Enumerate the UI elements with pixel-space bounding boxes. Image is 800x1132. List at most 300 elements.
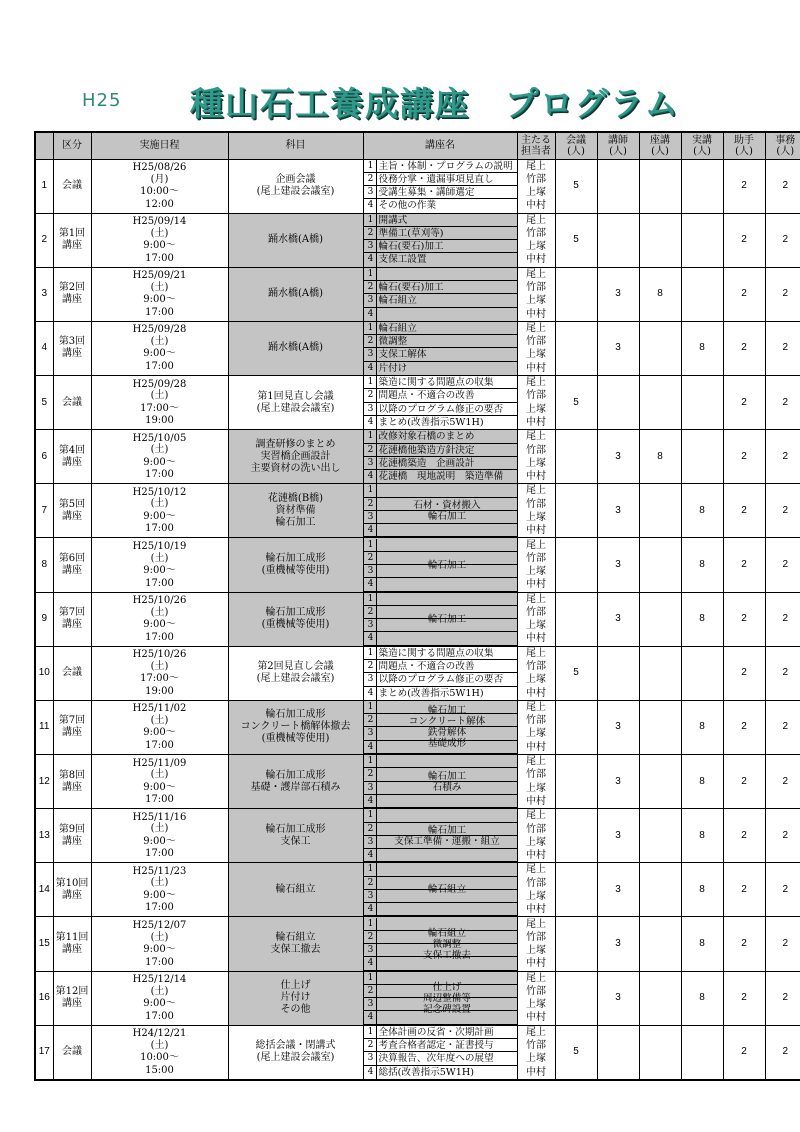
table-row — [35, 376, 800, 430]
course-line — [364, 322, 517, 335]
course-line-number: 4 — [367, 958, 374, 969]
row-subject: 輪石組立 — [228, 863, 363, 917]
end-time: 17:00 — [145, 577, 174, 589]
course-line-number: 1 — [367, 160, 374, 171]
row-staff — [517, 159, 555, 213]
staff-name: 尾上 — [526, 268, 546, 280]
staff-name: 上塚 — [526, 457, 546, 469]
staff-name: 上塚 — [526, 620, 546, 632]
start-time: 9:00〜 — [143, 240, 176, 252]
course-item: 花漣橋他築造方針決定 — [378, 444, 475, 456]
office-count: 2 — [765, 646, 800, 700]
row-date — [91, 430, 228, 484]
start-time: 9:00〜 — [143, 727, 176, 739]
header-meeting-text: 会議 (人) — [566, 134, 586, 157]
row-number: 6 — [35, 430, 53, 484]
course-item: 輪石(要石)加工 — [378, 241, 444, 253]
course-line-number: 1 — [367, 377, 374, 388]
staff-name: 尾上 — [526, 756, 546, 768]
lecturer-count — [597, 646, 639, 700]
course-line-number: 4 — [367, 795, 374, 806]
course-content: 輪石加工 コンクリート解体 鉄骨解体 基礎成形 — [408, 705, 486, 750]
seat-count — [639, 971, 681, 1025]
course-item: 改修対象石橋のまとめ — [378, 431, 475, 443]
weekday-text: (土) — [150, 606, 169, 618]
table-row — [35, 159, 800, 213]
office-count: 2 — [765, 755, 800, 809]
staff-name: 竹部 — [526, 390, 546, 402]
date-text: H24/12/21 — [132, 1028, 187, 1040]
course-item: まとめ(改善指示5W1H) — [378, 687, 484, 699]
course-line-number: 1 — [367, 322, 374, 333]
staff-name: 中村 — [526, 633, 546, 645]
date-text: H25/10/26 — [132, 595, 187, 607]
course-item: 以降のプログラム修正の要否 — [378, 403, 504, 415]
row-course — [363, 755, 517, 809]
lecturer-count: 3 — [597, 755, 639, 809]
office-count: 2 — [765, 863, 800, 917]
course-line-number: 2 — [367, 1040, 374, 1051]
row-staff — [517, 700, 555, 754]
assistant-count: 2 — [723, 321, 765, 375]
end-time: 17:00 — [145, 252, 174, 264]
staff-name: 竹部 — [526, 661, 546, 673]
end-time: 17:00 — [145, 848, 174, 860]
staff-name: 竹部 — [526, 498, 546, 510]
office-count: 2 — [765, 267, 800, 321]
practice-count — [681, 1025, 723, 1080]
meeting-count — [555, 430, 597, 484]
staff-name: 上塚 — [526, 890, 546, 902]
row-staff — [517, 1025, 555, 1080]
row-staff — [517, 376, 555, 430]
course-line-number: 3 — [367, 295, 374, 306]
course-line-number: 4 — [367, 850, 374, 860]
row-course — [363, 484, 517, 538]
course-line-number: 2 — [367, 173, 374, 184]
assistant-count: 2 — [723, 755, 765, 809]
row-subject: 企画会議 (尾上建設会議室) — [228, 159, 363, 213]
office-count: 2 — [765, 321, 800, 375]
row-number: 16 — [35, 971, 53, 1025]
header-lecturer-text: 講師 (人) — [608, 134, 628, 157]
seat-count — [639, 809, 681, 863]
course-item: 考査合格者認定・証書授与 — [378, 1040, 494, 1052]
practice-count — [681, 213, 723, 267]
course-line — [364, 1026, 517, 1039]
assistant-count: 2 — [723, 917, 765, 971]
seat-count — [639, 538, 681, 592]
course-item: 以降のプログラム修正の要否 — [378, 674, 504, 686]
row-course — [363, 376, 517, 430]
staff-name: 上塚 — [526, 566, 546, 578]
staff-name: 尾上 — [526, 864, 546, 876]
course-item: 準備工(草刈等) — [378, 227, 444, 239]
header-seat-text: 座講 (人) — [650, 134, 670, 157]
staff-name: 竹部 — [526, 173, 546, 185]
seat-count — [639, 592, 681, 646]
seat-count — [639, 1025, 681, 1080]
weekday-text: (土) — [150, 444, 169, 456]
date-text: H25/08/26 — [132, 162, 187, 174]
lecturer-count: 3 — [597, 430, 639, 484]
staff-name: 中村 — [526, 254, 546, 266]
meeting-count — [555, 321, 597, 375]
staff-name: 尾上 — [526, 539, 546, 551]
meeting-count — [555, 917, 597, 971]
row-kubun: 第11回 講座 — [53, 917, 91, 971]
staff-name: 竹部 — [526, 227, 546, 239]
course-item: 輪石組立 — [378, 295, 417, 307]
table-row — [35, 971, 800, 1025]
row-course — [363, 971, 517, 1025]
course-line-number: 3 — [367, 620, 374, 631]
assistant-count: 2 — [723, 159, 765, 213]
date-text: H25/10/26 — [132, 649, 187, 661]
assistant-count: 2 — [723, 809, 765, 863]
staff-name: 竹部 — [526, 444, 546, 456]
row-date — [91, 863, 228, 917]
practice-count: 8 — [681, 863, 723, 917]
row-kubun: 第4回 講座 — [53, 430, 91, 484]
staff-name: 上塚 — [526, 836, 546, 848]
row-staff — [517, 755, 555, 809]
practice-count — [681, 646, 723, 700]
row-number: 13 — [35, 809, 53, 863]
lecturer-count: 3 — [597, 863, 639, 917]
course-line — [364, 253, 517, 266]
header-person — [517, 132, 555, 159]
staff-name: 中村 — [526, 579, 546, 591]
staff-name: 中村 — [526, 741, 546, 753]
staff-name: 上塚 — [526, 1053, 546, 1065]
row-kubun: 第12回 講座 — [53, 971, 91, 1025]
staff-name: 尾上 — [526, 377, 546, 389]
meeting-count — [555, 809, 597, 863]
start-time: 10:00〜 — [140, 1052, 179, 1064]
course-line — [364, 470, 517, 483]
end-time: 19:00 — [145, 685, 174, 697]
course-line — [364, 416, 517, 429]
practice-count: 8 — [681, 700, 723, 754]
row-date — [91, 376, 228, 430]
course-line — [364, 227, 517, 240]
program-table — [34, 131, 800, 1081]
staff-name: 尾上 — [526, 485, 546, 497]
start-time: 9:00〜 — [143, 781, 176, 793]
lecturer-count: 3 — [597, 538, 639, 592]
row-staff — [517, 213, 555, 267]
row-date — [91, 321, 228, 375]
row-date — [91, 917, 228, 971]
staff-name: 上塚 — [526, 403, 546, 415]
staff-name: 尾上 — [526, 160, 546, 172]
course-line-number: 3 — [367, 890, 374, 901]
course-line-number: 1 — [367, 647, 374, 658]
course-item: 主旨・体制・プログラムの説明 — [378, 160, 513, 172]
staff-name: 竹部 — [526, 877, 546, 889]
weekday-text: (土) — [150, 660, 169, 672]
row-subject: 調査研修のまとめ 実習橋企画設計 主要資材の洗い出し — [228, 430, 363, 484]
course-line-number: 3 — [367, 511, 374, 522]
course-item: 微調整 — [378, 336, 408, 348]
staff-name: 竹部 — [526, 715, 546, 727]
meeting-count — [555, 592, 597, 646]
start-time: 9:00〜 — [143, 348, 176, 360]
meeting-count: 5 — [555, 376, 597, 430]
start-time: 9:00〜 — [143, 619, 176, 631]
course-line — [364, 160, 517, 173]
course-line-number: 4 — [367, 687, 374, 698]
seat-count — [639, 321, 681, 375]
course-line — [364, 389, 517, 402]
course-line-number: 4 — [367, 525, 374, 536]
row-staff — [517, 809, 555, 863]
course-line-number: 3 — [367, 457, 374, 468]
row-kubun: 第5回 講座 — [53, 484, 91, 538]
row-subject: 踊水橋(A橋) — [228, 321, 363, 375]
table-row — [35, 430, 800, 484]
row-course — [363, 917, 517, 971]
staff-name: 尾上 — [526, 322, 546, 334]
course-line-number: 2 — [367, 282, 374, 293]
end-time: 17:00 — [145, 1010, 174, 1022]
table-row — [35, 321, 800, 375]
lecturer-count — [597, 376, 639, 430]
assistant-count: 2 — [723, 538, 765, 592]
end-time: 17:00 — [145, 360, 174, 372]
office-count: 2 — [765, 213, 800, 267]
start-time: 9:00〜 — [143, 944, 176, 956]
lecturer-count: 3 — [597, 917, 639, 971]
row-number: 8 — [35, 538, 53, 592]
row-course — [363, 267, 517, 321]
row-staff — [517, 484, 555, 538]
lecturer-count: 3 — [597, 971, 639, 1025]
staff-name: 尾上 — [526, 593, 546, 605]
staff-name: 尾上 — [526, 972, 546, 984]
staff-name: 竹部 — [526, 931, 546, 943]
row-course — [363, 213, 517, 267]
staff-name: 中村 — [526, 1012, 546, 1024]
weekday-text: (土) — [150, 769, 169, 781]
assistant-count: 2 — [723, 863, 765, 917]
date-text: H25/11/09 — [132, 757, 187, 769]
meeting-count — [555, 267, 597, 321]
seat-count — [639, 755, 681, 809]
assistant-count: 2 — [723, 267, 765, 321]
office-count: 2 — [765, 700, 800, 754]
row-number: 1 — [35, 159, 53, 213]
end-time: 17:00 — [145, 469, 174, 481]
row-course — [363, 646, 517, 700]
row-number: 14 — [35, 863, 53, 917]
staff-name: 中村 — [526, 416, 546, 428]
course-line — [364, 444, 517, 457]
course-line-number: 3 — [367, 674, 374, 685]
practice-count: 8 — [681, 917, 723, 971]
row-number: 4 — [35, 321, 53, 375]
start-time: 10:00〜 — [140, 186, 179, 198]
course-line-number: 2 — [367, 498, 374, 509]
seat-count — [639, 700, 681, 754]
date-text: H25/12/07 — [132, 920, 187, 932]
course-line-number: 1 — [367, 593, 374, 604]
course-line-number: 4 — [367, 362, 374, 373]
row-number: 9 — [35, 592, 53, 646]
course-item: 問題点・不適合の改善 — [378, 661, 475, 673]
course-line-number: 1 — [367, 1026, 374, 1037]
course-line-number: 1 — [367, 485, 374, 496]
row-subject: 輪石加工成形 コンクリート橋解体撤去 (重機械等使用) — [228, 700, 363, 754]
row-staff — [517, 971, 555, 1025]
course-content: 石材・資材搬入 輪石加工 — [413, 499, 481, 522]
row-number: 3 — [35, 267, 53, 321]
lecturer-count: 3 — [597, 809, 639, 863]
staff-name: 中村 — [526, 471, 546, 483]
seat-count — [639, 376, 681, 430]
end-time: 17:00 — [145, 306, 174, 318]
course-item: 全体計画の反省・次期計画 — [378, 1026, 494, 1038]
staff-name: 中村 — [526, 1066, 546, 1078]
row-course — [363, 321, 517, 375]
lecturer-count: 3 — [597, 321, 639, 375]
end-time: 12:00 — [145, 198, 174, 210]
practice-count — [681, 376, 723, 430]
header-seat — [639, 132, 681, 159]
staff-name: 竹部 — [526, 985, 546, 997]
row-subject: 総括会議・閉講式 (尾上建設会議室) — [228, 1025, 363, 1080]
course-line-number: 2 — [367, 390, 374, 401]
practice-count: 8 — [681, 971, 723, 1025]
date-text: H25/10/19 — [132, 541, 187, 553]
course-line — [364, 1039, 517, 1052]
course-item: 花漣橋築造 企画設計 — [378, 457, 475, 469]
staff-name: 竹部 — [526, 769, 546, 781]
course-content: 輪石加工 — [427, 559, 467, 571]
course-line-number: 1 — [367, 214, 374, 225]
row-number: 7 — [35, 484, 53, 538]
row-date — [91, 809, 228, 863]
table-row — [35, 484, 800, 538]
date-text: H25/10/05 — [132, 432, 187, 444]
course-item: 問題点・不適合の改善 — [378, 390, 475, 402]
practice-count: 8 — [681, 755, 723, 809]
row-number: 12 — [35, 755, 53, 809]
end-time: 17:00 — [145, 631, 174, 643]
start-time: 9:00〜 — [143, 998, 176, 1010]
course-item: 花漣橋 現地説明 築造準備 — [378, 471, 504, 483]
course-line-number: 4 — [367, 254, 374, 265]
course-line-number: 4 — [367, 308, 374, 319]
assistant-count: 2 — [723, 971, 765, 1025]
row-subject: 第1回見直し会議 (尾上建設会議室) — [228, 376, 363, 430]
table-row — [35, 646, 800, 700]
row-kubun: 第1回 講座 — [53, 213, 91, 267]
course-item: 総括(改善指示5W1H) — [378, 1066, 474, 1078]
staff-name: 尾上 — [526, 647, 546, 659]
lecturer-count: 3 — [597, 267, 639, 321]
header-no — [35, 132, 53, 159]
row-kubun: 会議 — [53, 1025, 91, 1080]
office-count: 2 — [765, 917, 800, 971]
office-count: 2 — [765, 484, 800, 538]
staff-name: 上塚 — [526, 945, 546, 957]
end-time: 17:00 — [145, 794, 174, 806]
header-subject: 科目 — [228, 132, 363, 159]
staff-name: 竹部 — [526, 282, 546, 294]
course-item: まとめ(改善指示5W1H) — [378, 416, 484, 428]
start-time: 9:00〜 — [143, 510, 176, 522]
row-number: 11 — [35, 700, 53, 754]
staff-name: 上塚 — [526, 349, 546, 361]
staff-name: 中村 — [526, 904, 546, 916]
row-course — [363, 863, 517, 917]
date-text: H25/09/28 — [132, 324, 187, 336]
course-line-number: 3 — [367, 403, 374, 414]
seat-count — [639, 213, 681, 267]
course-line-number: 2 — [367, 552, 374, 563]
staff-name: 尾上 — [526, 701, 546, 713]
row-subject: 輪石加工成形 (重機械等使用) — [228, 538, 363, 592]
meeting-count: 5 — [555, 213, 597, 267]
weekday-text: (土) — [150, 281, 169, 293]
row-staff — [517, 592, 555, 646]
row-date — [91, 755, 228, 809]
course-item: 支保工設置 — [378, 254, 427, 266]
course-line — [364, 186, 517, 199]
course-line — [364, 647, 517, 660]
table-row — [35, 1025, 800, 1080]
row-kubun: 第8回 講座 — [53, 755, 91, 809]
staff-name: 上塚 — [526, 241, 546, 253]
row-kubun: 第6回 講座 — [53, 538, 91, 592]
assistant-count: 2 — [723, 430, 765, 484]
practice-count: 8 — [681, 484, 723, 538]
row-date — [91, 213, 228, 267]
row-number: 15 — [35, 917, 53, 971]
row-course — [363, 1025, 517, 1080]
practice-count: 8 — [681, 538, 723, 592]
staff-name: 竹部 — [526, 552, 546, 564]
office-count: 2 — [765, 538, 800, 592]
course-line-number: 4 — [367, 471, 374, 482]
program-title: 種山石工養成講座 プログラム — [190, 84, 680, 123]
assistant-count: 2 — [723, 213, 765, 267]
row-course — [363, 592, 517, 646]
header-office-text: 事務 (人) — [775, 134, 796, 157]
staff-name: 上塚 — [526, 999, 546, 1011]
staff-name: 中村 — [526, 958, 546, 970]
course-line-number: 1 — [367, 268, 374, 279]
course-line — [364, 294, 517, 307]
row-subject: 仕上げ 片付け その他 — [228, 971, 363, 1025]
row-staff — [517, 267, 555, 321]
weekday-text: (土) — [150, 1039, 169, 1051]
course-line — [364, 1066, 517, 1079]
staff-name: 竹部 — [526, 336, 546, 348]
row-date — [91, 538, 228, 592]
seat-count — [639, 159, 681, 213]
start-time: 9:00〜 — [143, 835, 176, 847]
header-kubun: 区分 — [53, 132, 91, 159]
row-number: 17 — [35, 1025, 53, 1080]
course-line — [364, 687, 517, 700]
row-staff — [517, 917, 555, 971]
assistant-count: 2 — [723, 646, 765, 700]
staff-name: 中村 — [526, 308, 546, 320]
course-line — [364, 430, 517, 443]
